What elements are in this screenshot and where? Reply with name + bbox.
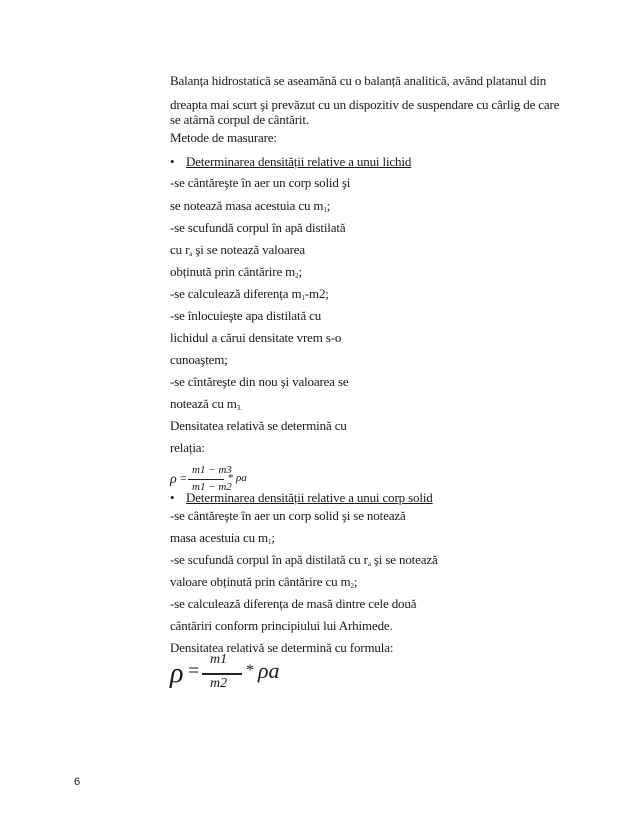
equals-sign: = <box>188 660 200 682</box>
bullet-icon: • <box>170 154 175 169</box>
method2-line: valoare obținută prin cântărire cu $m_2$; <box>170 574 358 590</box>
method1-line: cunoaştem; <box>170 352 228 367</box>
method1-line: -se cîntăreşte din nou şi valoarea se <box>170 374 349 389</box>
rho-water: ρa <box>236 472 247 484</box>
rho-symbol: ρ <box>170 658 184 689</box>
bullet-icon: • <box>170 490 175 505</box>
method2-line: -se cântăreşte în aer un corp solid şi se notează <box>170 508 406 523</box>
method2-line: cântăriri conform principiului lui Arhimede. <box>170 618 393 633</box>
intro-line-2: dreapta mai scurt şi prevăzut cu un dispozitiv de suspendare cu cârlig de care <box>170 97 560 112</box>
method1-line: cu $r_a$ şi se notează valoarea <box>170 242 305 258</box>
method1-line: Densitatea relativă se determină cu <box>170 418 347 433</box>
fraction-bar <box>202 673 242 675</box>
method1-line: relația: <box>170 440 205 455</box>
method2-line: -se calculează diferența de masă dintre cele două <box>170 596 417 611</box>
method1-line: notează cu $m_{3.}$ <box>170 396 242 412</box>
formula-numerator: m1 − m3 <box>192 464 232 476</box>
relative-density-formula-solid <box>170 654 300 694</box>
multiply-sign: * <box>246 662 254 679</box>
page-number: 6 <box>74 776 81 788</box>
equals-sign: = <box>180 471 187 485</box>
formula-denominator: m1 − m2 <box>192 481 232 493</box>
method1-title: Determinarea densității relative a unui lichid <box>186 154 412 169</box>
formula-numerator: m1 <box>210 652 228 667</box>
method2-title: Determinarea densității relative a unui corp solid <box>186 490 433 505</box>
method1-line: -se scufundă corpul în apă distilată <box>170 220 346 235</box>
rho-symbol: ρ <box>170 472 177 487</box>
intro-line-3: se atârnă corpul de cântărit. <box>170 112 309 127</box>
methods-heading: Metode de masurare: <box>170 130 277 145</box>
formula-denominator: m2 <box>210 676 228 691</box>
fraction-bar <box>188 479 224 480</box>
method1-line: lichidul a cărui densitate vrem s-o <box>170 330 342 345</box>
rho-water: ρa <box>258 658 280 683</box>
method2-line: -se scufundă corpul în apă distilată cu $r_a$ şi se notează <box>170 552 438 568</box>
method2-line: masa acestuia cu $m_1$; <box>170 530 275 546</box>
method1-line: se notează masa acestuia cu $m_1$; <box>170 198 331 214</box>
method2-line: Densitatea relativă se determină cu formula: <box>170 640 394 655</box>
method1-line: -se înlocuieşte apa distilată cu <box>170 308 322 323</box>
method1-line: -se calculează diferența $m_1-m2$; <box>170 286 329 302</box>
intro-line-1: Balanța hidrostatică se aseamănă cu o balanță analitică, având platanul din <box>170 73 547 88</box>
multiply-sign: * <box>228 472 234 484</box>
method1-line: -se cântăreşte în aer un corp solid şi <box>170 175 351 190</box>
method1-line: obținută prin cântărire $m_2$; <box>170 264 302 280</box>
